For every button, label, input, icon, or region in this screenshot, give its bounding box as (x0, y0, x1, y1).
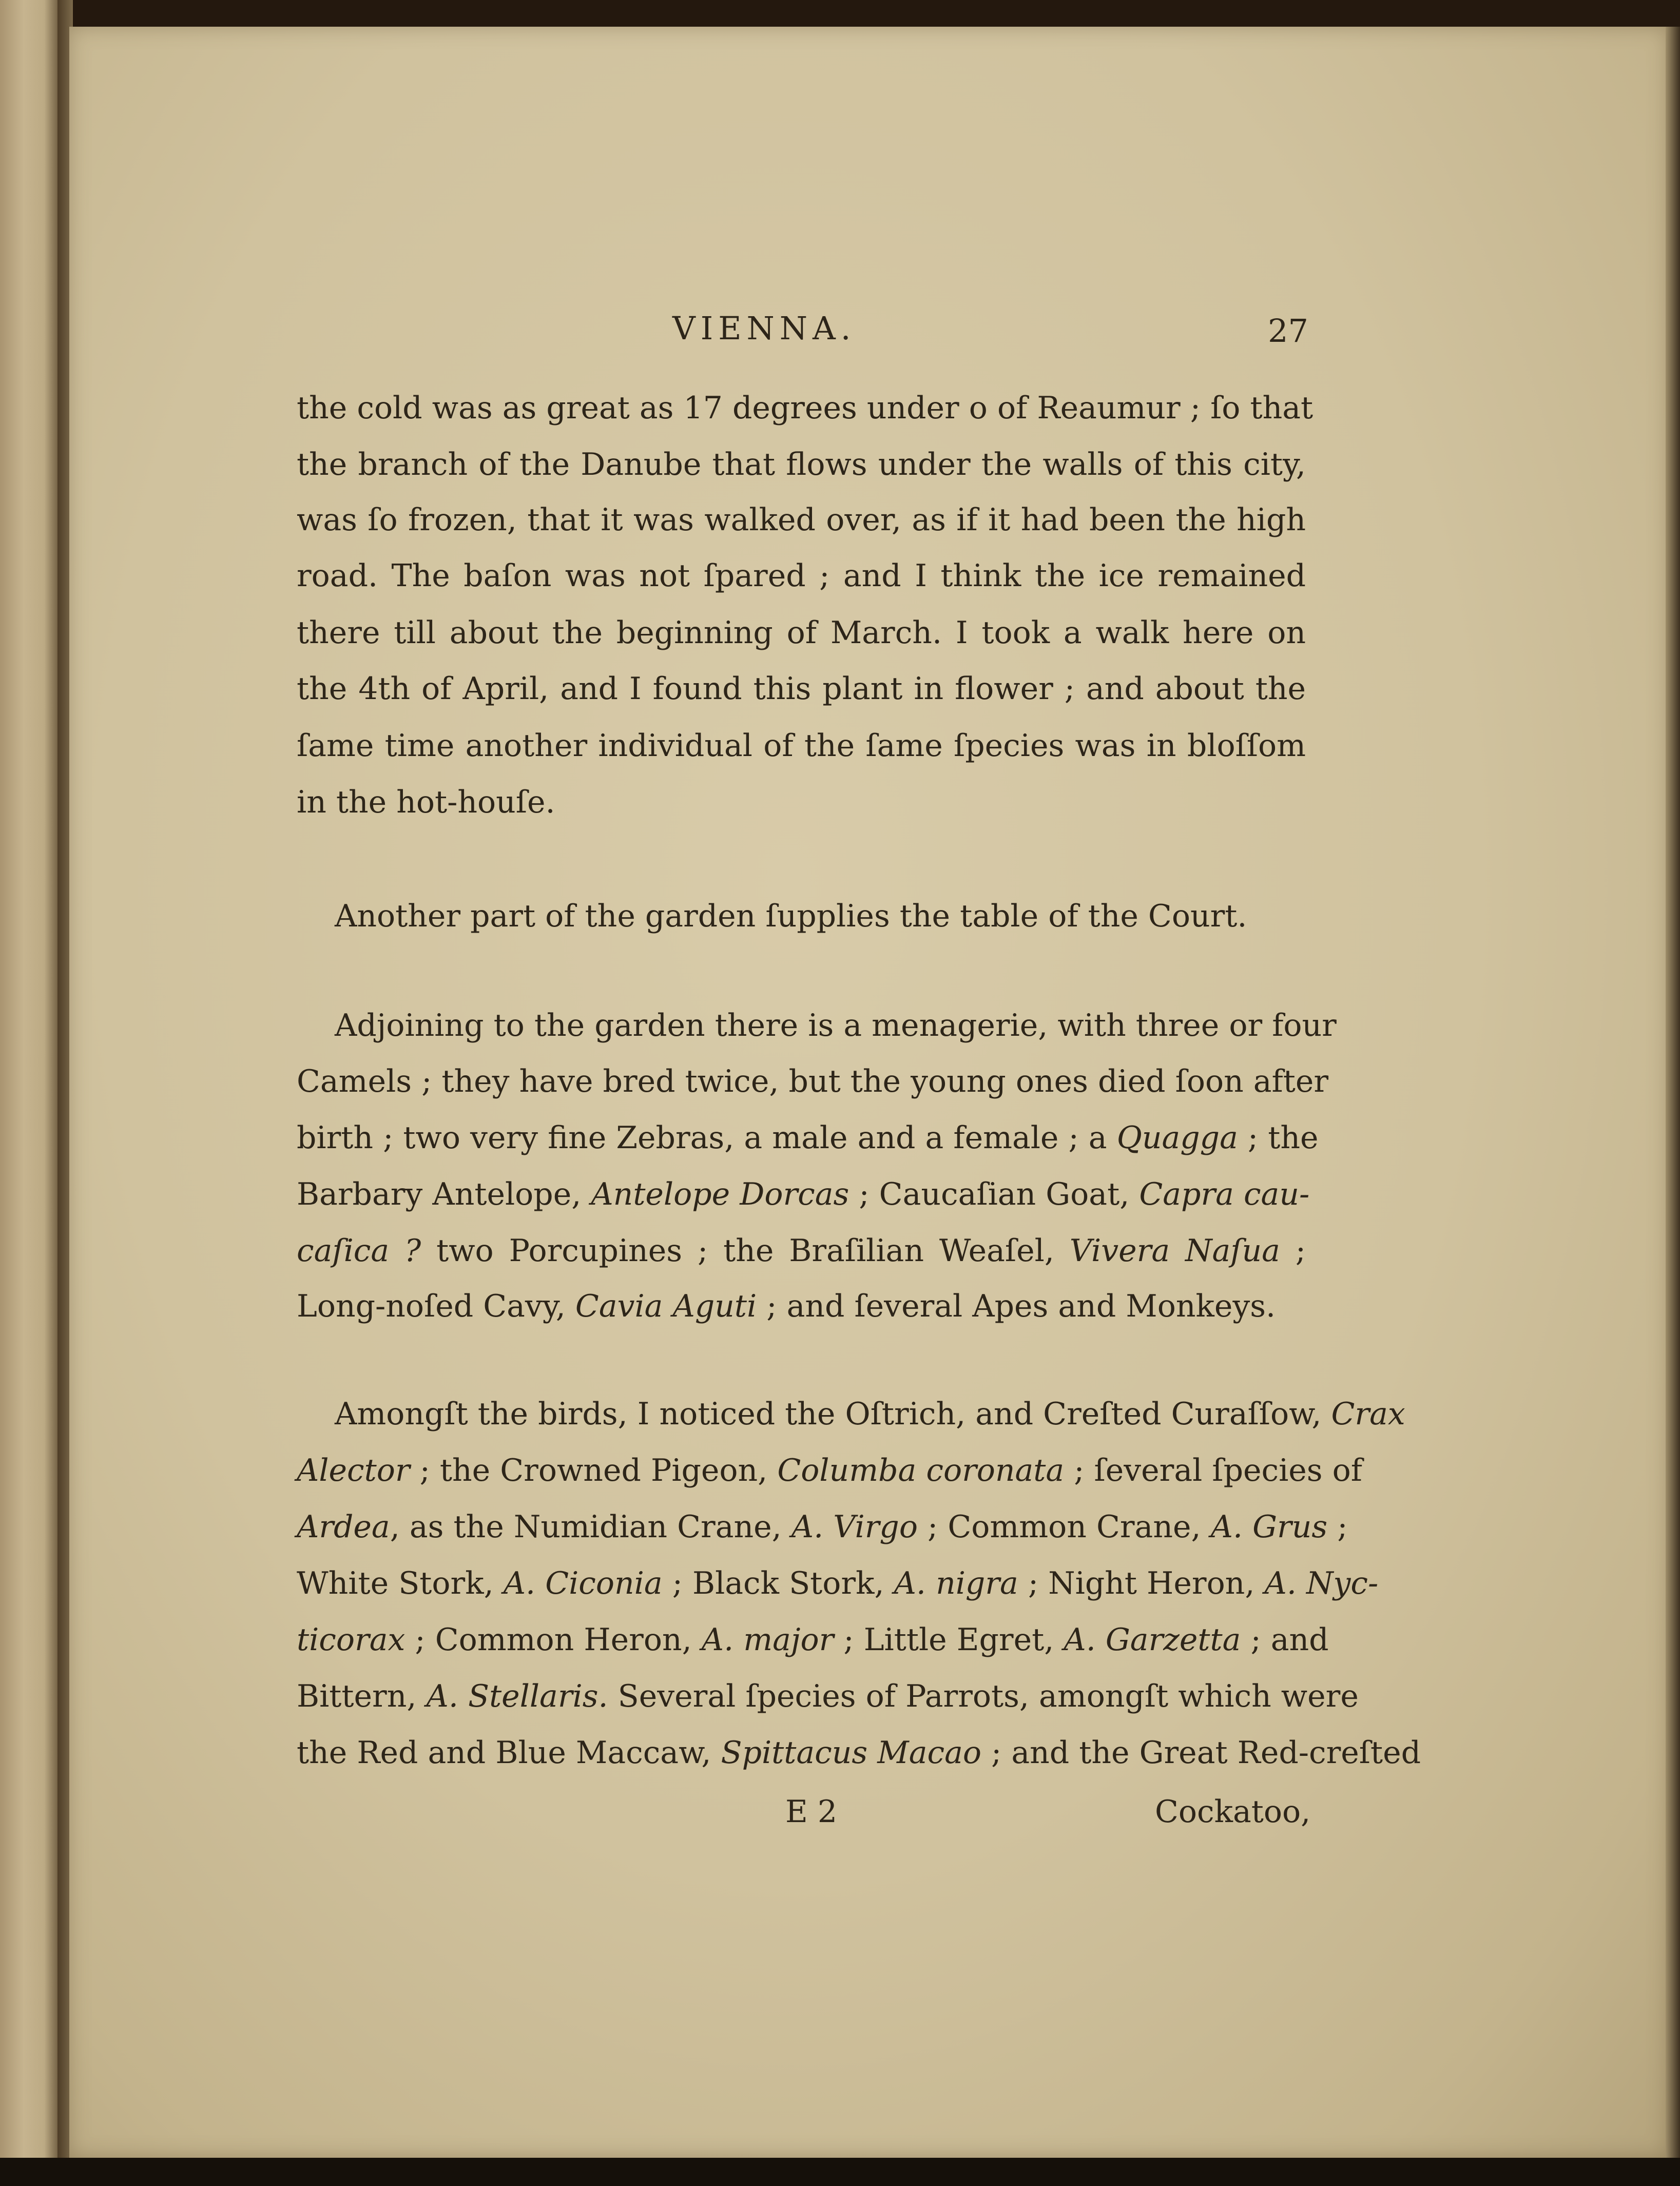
text-line: in the hot-houſe. (297, 784, 555, 820)
species-name: A. major (701, 1622, 834, 1658)
text-line: birth ; two very fine Zebras, a male and a female ; a Quagga ; the (297, 1120, 1319, 1156)
catchword: Cockatoo, (1155, 1794, 1311, 1830)
text-line: the cold was as great as 17 degrees under o of Reaumur ; ſo that (297, 390, 1314, 426)
facing-page-edge (0, 0, 59, 2158)
text-line: was ſo frozen, that it was walked over, as if it had been the high (297, 502, 1306, 538)
text-line: Amongſt the birds, I noticed the Oſtrich, and Creſted Curaſſow, Crax (335, 1396, 1405, 1432)
species-name: Quagga (1116, 1120, 1238, 1156)
scan-bottom-edge (0, 2158, 1680, 2186)
species-name: Capra cau- (1139, 1176, 1310, 1212)
species-name: A. Stellaris. (426, 1678, 608, 1714)
species-name: Alector (297, 1453, 410, 1488)
page-number: 27 (1268, 312, 1308, 350)
text-line: Another part of the garden ſupplies the table of the Court. (335, 898, 1247, 934)
species-name: A. Grus (1210, 1509, 1328, 1545)
species-name: Vivera Naſua (1069, 1233, 1280, 1269)
text-line: Long-noſed Cavy, Cavia Aguti ; and ſeveral Apes and Monkeys. (297, 1288, 1276, 1324)
species-name: Ardea (297, 1509, 390, 1545)
text-line: White Stork, A. Ciconia ; Black Stork, A. nigra ; Night Heron, A. Nyc- (297, 1565, 1379, 1601)
species-name: A. Nyc- (1264, 1565, 1379, 1601)
species-name: A. Ciconia (503, 1565, 663, 1601)
species-name: A. nigra (894, 1565, 1018, 1601)
text-line: ticorax ; Common Heron, A. major ; Little Egret, A. Garzetta ; and (297, 1622, 1329, 1658)
text-line: Alector ; the Crowned Pigeon, Columba coronata ; ſeveral ſpecies of (297, 1453, 1362, 1488)
text-line: there till about the beginning of March. I took a walk here on (297, 615, 1306, 651)
species-name: Spittacus Macao (721, 1735, 981, 1771)
text-line: Bittern, A. Stellaris. Several ſpecies of Parrots, amongſt which were (297, 1678, 1359, 1714)
signature-mark: E 2 (785, 1794, 838, 1830)
text-line: road. The baſon was not ſpared ; and I think the ice remained (297, 558, 1306, 594)
species-name: Cavia Aguti (575, 1288, 757, 1324)
species-name: caſica ? (297, 1233, 421, 1269)
text-line: Camels ; they have bred twice, but the young ones died ſoon after (297, 1063, 1329, 1099)
species-name: A. Virgo (791, 1509, 918, 1545)
species-name: Columba coronata (777, 1453, 1065, 1488)
text-line: ſame time another individual of the ſame ſpecies was in bloſſom (297, 728, 1306, 764)
text-line: Ardea, as the Numidian Crane, A. Virgo ; Common Crane, A. Grus ; (297, 1509, 1348, 1545)
text-line: the branch of the Danube that flows under the walls of this city, (297, 447, 1306, 482)
page-fore-edge (1666, 27, 1680, 2158)
text-line: Barbary Antelope, Antelope Dorcas ; Caucaſian Goat, Capra cau- (297, 1176, 1310, 1212)
species-name: ticorax (297, 1622, 405, 1658)
text-line: the 4th of April, and I found this plant in flower ; and about the (297, 671, 1306, 707)
text-line: Adjoining to the garden there is a menagerie, with three or four (335, 1008, 1337, 1043)
text-line: the Red and Blue Maccaw, Spittacus Macao ; and the Great Red-creſted (297, 1735, 1421, 1771)
species-name: A. Garzetta (1064, 1622, 1241, 1658)
species-name: Antelope Dorcas (591, 1176, 849, 1212)
species-name: Crax (1331, 1396, 1405, 1432)
running-head: VIENNA. (672, 309, 856, 347)
text-line: caſica ? two Porcupines ; the Braſilian Weaſel, Vivera Naſua ; (297, 1233, 1306, 1269)
